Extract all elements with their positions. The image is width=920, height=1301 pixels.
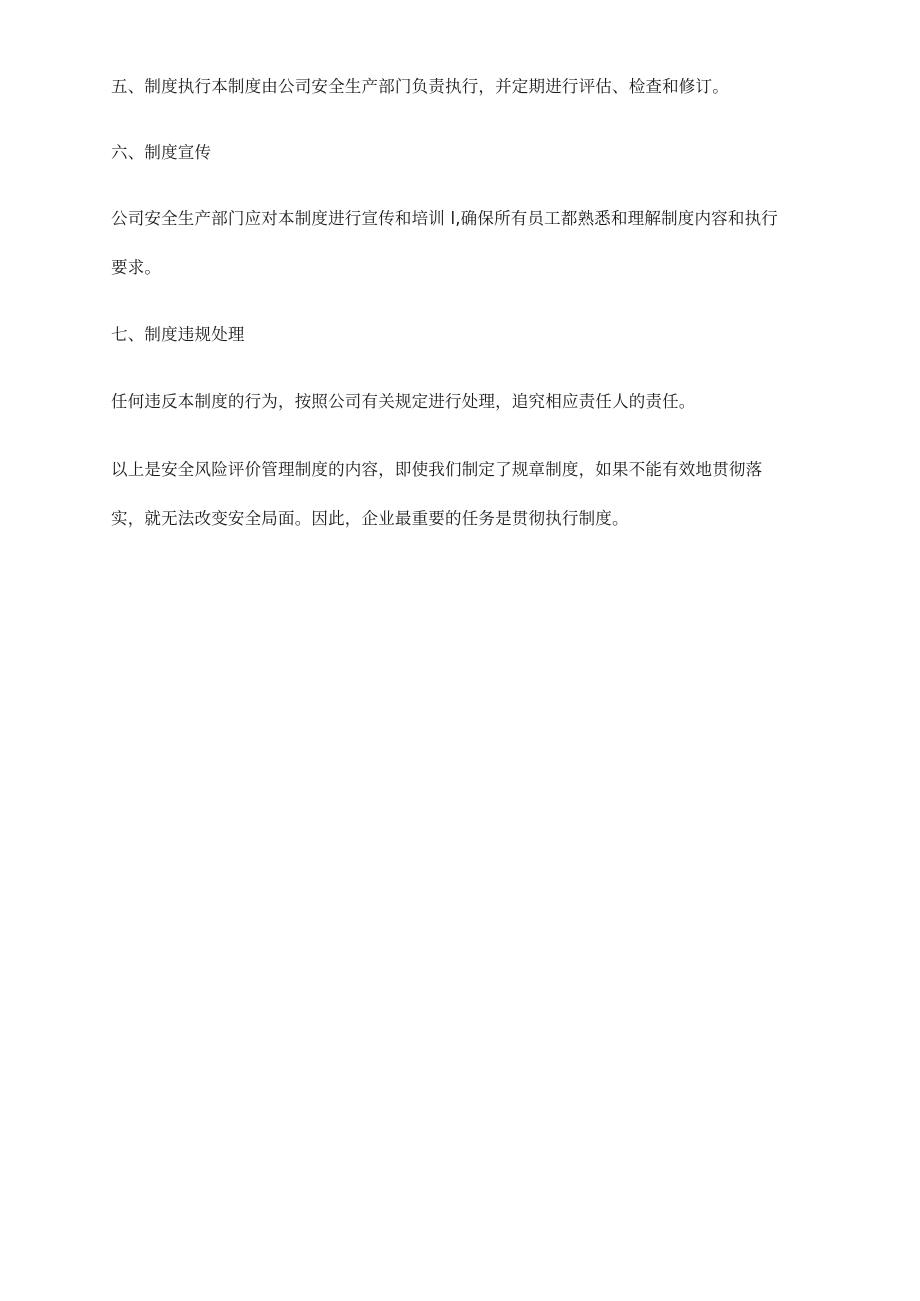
section-6-paragraph-line-1: 公司安全生产部门应对本制度进行宣传和培训 l,确保所有员工都熟悉和理解制度内容和执行 — [111, 209, 778, 228]
section-5-paragraph: 五、制度执行本制度由公司安全生产部门负责执行，并定期进行评估、检查和修订。 — [111, 77, 729, 96]
conclusion-paragraph-line-1: 以上是安全风险评价管理制度的内容，即使我们制定了规章制度，如果不能有效地贯彻落 — [111, 460, 763, 479]
section-6-paragraph-line-2: 要求。 — [111, 258, 162, 277]
section-6-heading: 六、制度宣传 — [111, 143, 212, 162]
conclusion-paragraph-line-2: 实，就无法改变安全局面。因此，企业最重要的任务是贯彻执行制度。 — [111, 509, 629, 528]
section-7-heading: 七、制度违规处理 — [111, 325, 245, 344]
section-7-paragraph: 任何违反本制度的行为，按照公司有关规定进行处理，追究相应责任人的责任。 — [111, 392, 696, 411]
